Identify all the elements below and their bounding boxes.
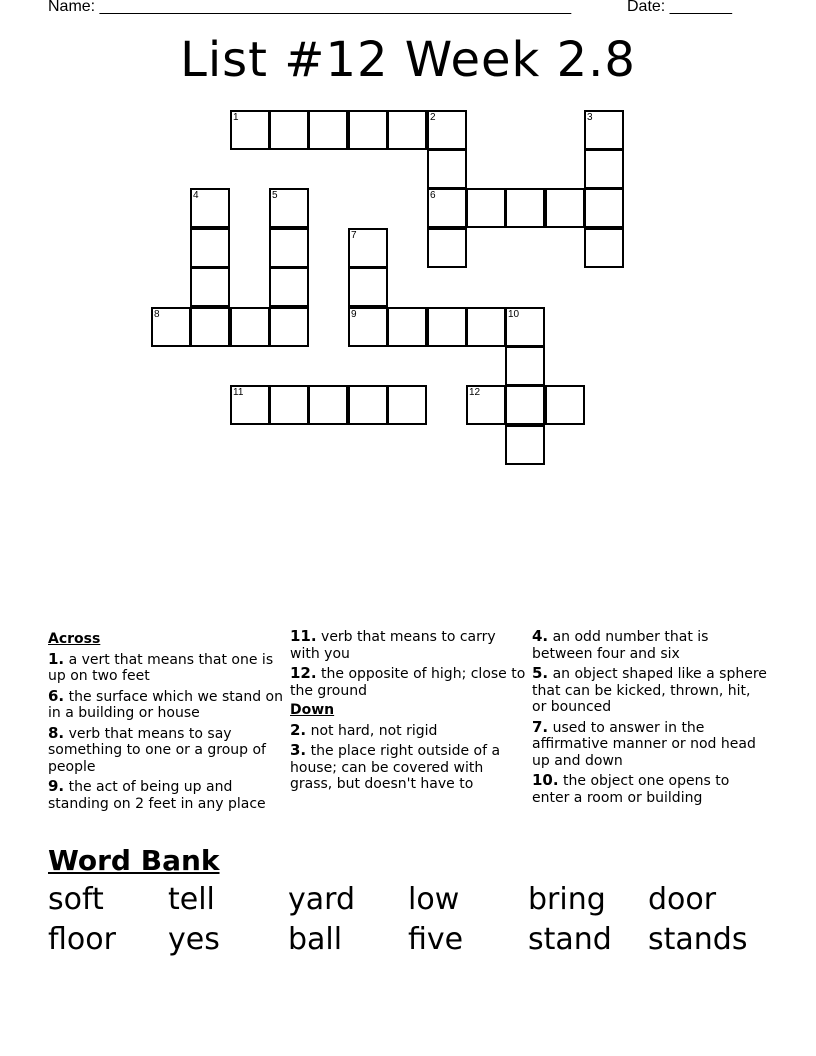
- grid-cell[interactable]: [387, 307, 427, 347]
- grid-cell[interactable]: [427, 228, 467, 268]
- clues-column-1: [48, 628, 284, 812]
- clue-number: 12: [469, 387, 481, 398]
- clue-number: 4: [193, 190, 199, 201]
- clues-column-2: [290, 628, 526, 793]
- clue-number: 9: [351, 309, 357, 320]
- date-label: Date: _______: [627, 0, 732, 15]
- clue-across-9: 9. the act of being up and standing on 2 feet in any place: [48, 777, 266, 812]
- grid-cell[interactable]: [584, 228, 624, 268]
- grid-cell[interactable]: [505, 385, 545, 425]
- word-bank-item: bring: [528, 882, 606, 917]
- grid-cell[interactable]: [269, 307, 309, 347]
- clue-down-2: 2. not hard, not rigid: [290, 720, 438, 739]
- name-label: Name: _____________________________________________________: [48, 0, 572, 15]
- word-bank-item: stand: [528, 922, 612, 957]
- grid-cell[interactable]: [190, 267, 230, 307]
- grid-cell[interactable]: [190, 307, 230, 347]
- grid-cell[interactable]: [505, 346, 545, 386]
- grid-cell[interactable]: [387, 385, 427, 425]
- grid-cell[interactable]: [505, 307, 545, 347]
- grid-cell[interactable]: [308, 110, 348, 150]
- grid-cell[interactable]: [545, 188, 585, 228]
- across-heading: Across: [48, 631, 101, 647]
- grid-cell[interactable]: [427, 149, 467, 189]
- grid-cell[interactable]: [230, 307, 270, 347]
- grid-cell[interactable]: [348, 385, 388, 425]
- grid-cell[interactable]: [269, 267, 309, 307]
- grid-cell[interactable]: [230, 385, 270, 425]
- grid-cell[interactable]: [151, 307, 191, 347]
- crossword-grid: [0, 0, 816, 480]
- grid-cell[interactable]: [230, 110, 270, 150]
- page-title: List #12 Week 2.8: [180, 32, 636, 88]
- grid-cell[interactable]: [190, 228, 230, 268]
- clue-down-7: 7. used to answer in the affirmative manner or nod head up and down: [532, 717, 756, 769]
- clue-number: 5: [272, 190, 278, 201]
- grid-cell[interactable]: [190, 188, 230, 228]
- word-bank-item: ball: [288, 922, 343, 957]
- word-bank-item: soft: [48, 882, 104, 917]
- clue-number: 2: [430, 112, 436, 123]
- grid-cell[interactable]: [269, 188, 309, 228]
- word-bank-item: yes: [168, 922, 220, 957]
- grid-cell[interactable]: [269, 110, 309, 150]
- grid-cell[interactable]: [584, 149, 624, 189]
- grid-cell[interactable]: [427, 110, 467, 150]
- clue-down-5: 5. an object shaped like a sphere that can be kicked, thrown, hit, or bounced: [532, 664, 767, 715]
- word-bank-item: door: [648, 882, 717, 917]
- grid-cell[interactable]: [505, 188, 545, 228]
- clue-across-1: 1. a vert that means that one is up on two feet: [48, 649, 274, 684]
- clue-down-4: 4. an odd number that is between four and six: [532, 627, 709, 662]
- word-bank-item: stands: [648, 922, 748, 957]
- word-bank-title: Word Bank: [48, 844, 220, 877]
- word-bank: [48, 882, 768, 958]
- word-bank-item: tell: [168, 882, 215, 917]
- grid-cell[interactable]: [466, 307, 506, 347]
- word-bank-item: yard: [288, 882, 355, 917]
- clue-across-12: 12. the opposite of high; close to the ground: [290, 664, 526, 699]
- grid-cell[interactable]: [269, 228, 309, 268]
- grid-cell[interactable]: [348, 110, 388, 150]
- down-heading: Down: [290, 702, 335, 718]
- clue-across-8: 8. verb that means to say something to one or a group of people: [48, 723, 266, 775]
- grid-cell[interactable]: [466, 188, 506, 228]
- clue-down-3: 3. the place right outside of a house; can be covered with grass, but doesn't have to: [290, 741, 501, 792]
- clue-number: 7: [351, 230, 357, 241]
- clue-across-6: 6. the surface which we stand on in a building or house: [48, 686, 283, 721]
- grid-cell[interactable]: [545, 385, 585, 425]
- word-bank-item: floor: [48, 922, 116, 957]
- clue-number: 1: [233, 112, 239, 123]
- clue-number: 3: [587, 112, 593, 123]
- clue-across-11: 11. verb that means to carry with you: [290, 627, 496, 662]
- grid-cell[interactable]: [584, 110, 624, 150]
- grid-cell[interactable]: [269, 385, 309, 425]
- clue-number: 11: [233, 387, 244, 398]
- clues-column-3: [532, 628, 768, 806]
- grid-cell[interactable]: [427, 307, 467, 347]
- grid-cell[interactable]: [505, 425, 545, 465]
- grid-cell[interactable]: [466, 385, 506, 425]
- grid-cell[interactable]: [348, 267, 388, 307]
- grid-cell[interactable]: [348, 307, 388, 347]
- clue-down-10: 10. the object one opens to enter a room or building: [532, 771, 730, 806]
- grid-cell[interactable]: [584, 188, 624, 228]
- word-bank-item: five: [408, 922, 464, 957]
- clue-number: 8: [154, 309, 160, 320]
- clue-number: 6: [430, 190, 436, 201]
- grid-cell[interactable]: [308, 385, 348, 425]
- word-bank-item: low: [408, 882, 460, 917]
- grid-cell[interactable]: [387, 110, 427, 150]
- grid-cell[interactable]: [348, 228, 388, 268]
- clue-number: 10: [508, 309, 520, 320]
- grid-cell[interactable]: [427, 188, 467, 228]
